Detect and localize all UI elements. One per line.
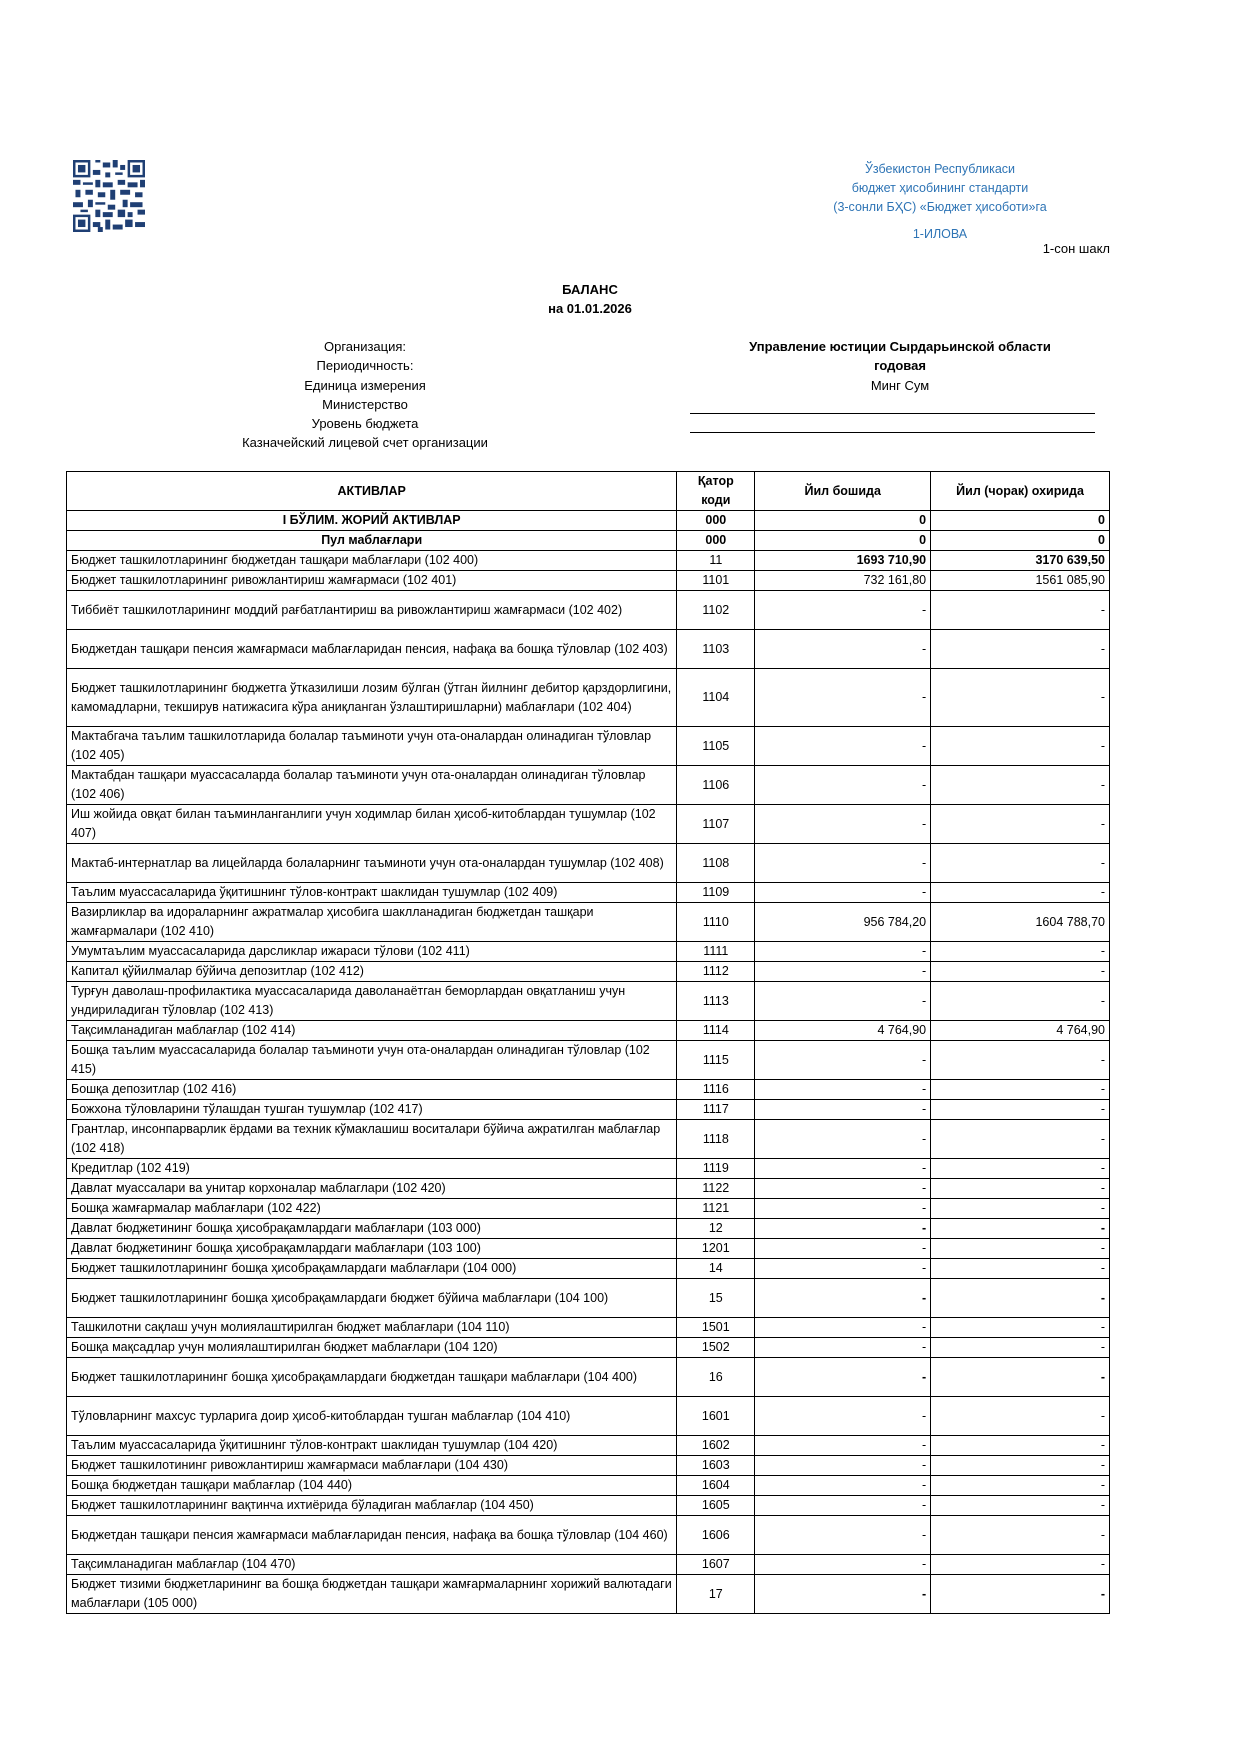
row-code: 14	[677, 1259, 755, 1279]
table-row	[67, 1496, 1110, 1516]
row-code: 1108	[677, 844, 755, 883]
row-code: 1602	[677, 1436, 755, 1456]
row-name: Таълим муассасаларида ўқитишнинг тўлов-контракт шаклидан тушумлар (102 409)	[67, 883, 677, 903]
row-code: 17	[677, 1575, 755, 1614]
row-code: 1104	[677, 669, 755, 727]
table-row	[67, 1080, 1110, 1100]
row-name: Бошқа мақсадлар учун молиялаштирилган бюджет маблағлари (104 120)	[67, 1338, 677, 1358]
row-year-end: 0	[931, 531, 1110, 551]
row-name: Турғун даволаш-профилактика муассасаларида даволанаётган беморлардан овқатланиш учун ундириладиган тўловлар (102 413)	[67, 982, 677, 1021]
row-code: 1106	[677, 766, 755, 805]
row-code: 1121	[677, 1199, 755, 1219]
row-year-start: -	[755, 630, 931, 669]
row-code: 11	[677, 551, 755, 571]
row-year-start: -	[755, 1456, 931, 1476]
row-year-end: -	[931, 1575, 1110, 1614]
row-name: Таълим муассасаларида ўқитишнинг тўлов-контракт шаклидан тушумлар (104 420)	[67, 1436, 677, 1456]
organization-value: Управление юстиции Сырдарьинской области	[749, 339, 1051, 354]
table-row	[67, 531, 1110, 551]
row-code: 1102	[677, 591, 755, 630]
table-row	[67, 1159, 1110, 1179]
row-year-start: -	[755, 1041, 931, 1080]
row-year-start: -	[755, 883, 931, 903]
row-year-end: 0	[931, 511, 1110, 531]
row-code: 000	[677, 531, 755, 551]
row-year-start: 4 764,90	[755, 1021, 931, 1041]
table-row	[67, 962, 1110, 982]
row-name: Давлат муассалари ва унитар корхоналар маблаглари (102 420)	[67, 1179, 677, 1199]
row-code: 1607	[677, 1555, 755, 1575]
row-year-start: -	[755, 962, 931, 982]
row-year-start: -	[755, 1397, 931, 1436]
row-year-end: -	[931, 1516, 1110, 1555]
row-name: Бошқа жамғармалар маблағлари (102 422)	[67, 1199, 677, 1219]
row-year-end: -	[931, 1239, 1110, 1259]
row-name: Мактабгача таълим ташкилотларида болалар таъминоти учун ота-оналардан олинадиган тўловлар (102 405)	[67, 727, 677, 766]
row-year-start: -	[755, 1476, 931, 1496]
table-row	[67, 942, 1110, 962]
label-periodicity: Периодичность:	[316, 358, 414, 374]
row-year-start: -	[755, 1358, 931, 1397]
row-name: Капитал қўйилмалар бўйича депозитлар (102 412)	[67, 962, 677, 982]
table-row	[67, 669, 1110, 727]
row-year-start: 1693 710,90	[755, 551, 931, 571]
row-name: Бюджет ташкилотларининг бошқа ҳисобрақамлардаги бюджет бўйича маблағлари (104 100)	[67, 1279, 677, 1318]
row-name: Бюджетдан ташқари пенсия жамғармаси маблағларидан пенсия, нафақа ва бошқа тўловлар (102 403)	[67, 630, 677, 669]
row-year-end: -	[931, 962, 1110, 982]
row-year-end: -	[931, 591, 1110, 630]
row-name: Кредитлар (102 419)	[67, 1159, 677, 1179]
row-name: Давлат бюджетининг бошқа ҳисобрақамлардаги маблағлари (103 000)	[67, 1219, 677, 1239]
row-name: Грантлар, инсонпарварлик ёрдами ва техник кўмаклашиш воситалари бўйича ажратилган маблағлар (102 418)	[67, 1120, 677, 1159]
row-year-start: -	[755, 1496, 931, 1516]
row-name: Умумтаълим муассасаларида дарсликлар ижараси тўлови (102 411)	[67, 942, 677, 962]
table-row	[67, 1120, 1110, 1159]
row-code: 1201	[677, 1239, 755, 1259]
row-year-start: -	[755, 1199, 931, 1219]
row-code: 1109	[677, 883, 755, 903]
table-row	[67, 727, 1110, 766]
row-year-start: -	[755, 1259, 931, 1279]
table-row	[67, 1179, 1110, 1199]
label-unit: Единица измерения	[304, 377, 426, 393]
row-name: Вазирликлар ва идораларнинг ажратмалар ҳисобига шаклланадиган бюджетдан ташқари жамғармалари (102 410)	[67, 903, 677, 942]
row-name: Бюджет ташкилотларининг бошқа ҳисобрақамлардаги маблағлари (104 000)	[67, 1259, 677, 1279]
table-row	[67, 551, 1110, 571]
table-row	[67, 1318, 1110, 1338]
table-row	[67, 883, 1110, 903]
row-code: 1117	[677, 1100, 755, 1120]
row-code: 1103	[677, 630, 755, 669]
table-row	[67, 1456, 1110, 1476]
row-year-end: -	[931, 1436, 1110, 1456]
row-year-start: -	[755, 1179, 931, 1199]
annex-label: 1-ИЛОВА	[912, 227, 968, 241]
row-year-start: -	[755, 766, 931, 805]
row-name: Мактаб-интернатлар ва лицейларда болаларнинг таъминоти учун ота-оналардан тушумлар (102 408)	[67, 844, 677, 883]
row-name: Бюджетдан ташқари пенсия жамғармаси маблағларидан пенсия, нафақа ва бошқа тўловлар (104 460)	[67, 1516, 677, 1555]
row-year-end: -	[931, 942, 1110, 962]
row-year-end: 1604 788,70	[931, 903, 1110, 942]
row-year-start: -	[755, 1575, 931, 1614]
label-ministry: Министерство	[322, 396, 408, 412]
row-year-end: -	[931, 1120, 1110, 1159]
row-year-end: -	[931, 1318, 1110, 1338]
row-year-end: -	[931, 1338, 1110, 1358]
row-year-start: -	[755, 669, 931, 727]
row-name: Божхона тўловларини тўлашдан тушган тушумлар (102 417)	[67, 1100, 677, 1120]
row-code: 1604	[677, 1476, 755, 1496]
row-name: Тақсимланадиган маблағлар (104 470)	[67, 1555, 677, 1575]
budget-level-value-line	[690, 414, 1095, 433]
standard-line: (3-сонли БҲС) «Бюджет ҳисоботи»га	[833, 200, 1047, 214]
row-name: Тўловларнинг махсус турларига доир ҳисоб-китоблардан тушган маблағлар (104 410)	[67, 1397, 677, 1436]
row-year-end: -	[931, 630, 1110, 669]
row-code: 1116	[677, 1080, 755, 1100]
periodicity-value: годовая	[874, 358, 926, 374]
row-year-end: -	[931, 1279, 1110, 1318]
row-code: 1101	[677, 571, 755, 591]
header-assets: АКТИВЛАР	[67, 472, 677, 511]
row-year-start: -	[755, 982, 931, 1021]
table-row	[67, 766, 1110, 805]
header-code: Қатор коди	[677, 472, 755, 511]
table-row	[67, 805, 1110, 844]
row-year-start: -	[755, 1279, 931, 1318]
label-budget-level: Уровень бюджета	[311, 416, 419, 432]
row-code: 1118	[677, 1120, 755, 1159]
row-code: 1107	[677, 805, 755, 844]
row-name: Бюджет ташкилотининг ривожлантириш жамғармаси маблағлари (104 430)	[67, 1456, 677, 1476]
row-name: Иш жойида овқат билан таъминланганлиги учун ходимлар билан ҳисоб-китоблардан тушумлар (102 407)	[67, 805, 677, 844]
row-year-end: -	[931, 1358, 1110, 1397]
row-name: Бюджет ташкилотларининг бошқа ҳисобрақамлардаги бюджетдан ташқари маблағлари (104 400)	[67, 1358, 677, 1397]
table-row	[67, 630, 1110, 669]
header-year-end: Йил (чорак) охирида	[931, 472, 1110, 511]
row-name: Тақсимланадиган маблағлар (102 414)	[67, 1021, 677, 1041]
row-code: 1105	[677, 727, 755, 766]
row-year-end: -	[931, 1476, 1110, 1496]
row-year-start: -	[755, 1338, 931, 1358]
table-row	[67, 1555, 1110, 1575]
row-code: 16	[677, 1358, 755, 1397]
balance-table	[66, 471, 1110, 1614]
row-year-start: -	[755, 805, 931, 844]
table-row	[67, 844, 1110, 883]
row-name: Бошқа депозитлар (102 416)	[67, 1080, 677, 1100]
table-row	[67, 1279, 1110, 1318]
row-year-end: -	[931, 669, 1110, 727]
row-year-start: -	[755, 1555, 931, 1575]
label-organization: Организация:	[323, 339, 407, 354]
row-name: Бюджет ташкилотларининг бюджетдан ташқари маблағлари (102 400)	[67, 551, 677, 571]
table-row	[67, 571, 1110, 591]
table-row	[67, 1358, 1110, 1397]
table-row	[67, 1397, 1110, 1436]
row-year-start: 732 161,80	[755, 571, 931, 591]
row-year-start: -	[755, 591, 931, 630]
row-year-end: -	[931, 1100, 1110, 1120]
row-name: Тиббиёт ташкилотларининг моддий рағбатлантириш ва ривожлантириш жамғармаси (102 402)	[67, 591, 677, 630]
row-year-end: -	[931, 1259, 1110, 1279]
table-row	[67, 903, 1110, 942]
row-name: Бошқа таълим муассасаларида болалар таъминоти учун ота-оналардан олинадиган тўловлар (102 415)	[67, 1041, 677, 1080]
table-row	[67, 1436, 1110, 1456]
row-year-end: -	[931, 1080, 1110, 1100]
header-year-start: Йил бошида	[755, 472, 931, 511]
row-year-start: -	[755, 1219, 931, 1239]
row-year-end: -	[931, 727, 1110, 766]
standard-reference	[790, 160, 1090, 244]
meta-values	[690, 337, 1110, 433]
row-code: 1603	[677, 1456, 755, 1476]
row-year-end: -	[931, 883, 1110, 903]
row-name: I БЎЛИМ. ЖОРИЙ АКТИВЛАР	[67, 511, 677, 531]
standard-line: бюджет ҳисобининг стандарти	[851, 181, 1029, 195]
row-year-start: -	[755, 1159, 931, 1179]
table-row	[67, 1338, 1110, 1358]
row-year-end: 4 764,90	[931, 1021, 1110, 1041]
balance-title: БАЛАНС	[562, 282, 618, 297]
row-year-end: 1561 085,90	[931, 571, 1110, 591]
row-year-end: -	[931, 766, 1110, 805]
table-row	[67, 1259, 1110, 1279]
row-year-start: -	[755, 1436, 931, 1456]
row-year-start: 0	[755, 531, 931, 551]
row-year-start: -	[755, 1239, 931, 1259]
row-code: 1501	[677, 1318, 755, 1338]
row-year-end: -	[931, 1456, 1110, 1476]
row-code: 1113	[677, 982, 755, 1021]
row-code: 1605	[677, 1496, 755, 1516]
table-row	[67, 591, 1110, 630]
row-year-start: 0	[755, 511, 931, 531]
document-title	[0, 280, 1180, 318]
row-year-end: -	[931, 1496, 1110, 1516]
row-year-end: -	[931, 1199, 1110, 1219]
ministry-value-line	[690, 395, 1095, 414]
table-row	[67, 1021, 1110, 1041]
table-row	[67, 1516, 1110, 1555]
row-year-start: -	[755, 727, 931, 766]
row-name: Бюджет ташкилотларининг ривожлантириш жамғармаси (102 401)	[67, 571, 677, 591]
row-name: Пул маблағлари	[67, 531, 677, 551]
row-year-start: -	[755, 1318, 931, 1338]
row-name: Бюджет тизими бюджетларининг ва бошқа бюджетдан ташқари жамғармаларнинг хорижий валютадаги маблағлари (105 000)	[67, 1575, 677, 1614]
table-row	[67, 1575, 1110, 1614]
table-row	[67, 1219, 1110, 1239]
row-year-start: 956 784,20	[755, 903, 931, 942]
table-row	[67, 1239, 1110, 1259]
unit-value: Минг Сум	[870, 377, 930, 393]
row-code: 15	[677, 1279, 755, 1318]
row-year-end: -	[931, 1397, 1110, 1436]
row-year-start: -	[755, 1516, 931, 1555]
table-row	[67, 1199, 1110, 1219]
row-name: Ташкилотни сақлаш учун молиялаштирилган бюджет маблағлари (104 110)	[67, 1318, 677, 1338]
row-code: 1111	[677, 942, 755, 962]
form-number: 1-сон шакл	[1042, 241, 1110, 256]
standard-line: Ўзбекистон Республикаси	[864, 162, 1016, 176]
table-row	[67, 511, 1110, 531]
row-name: Бюджет ташкилотларининг вақтинча ихтиёрида бўладиган маблағлар (104 450)	[67, 1496, 677, 1516]
row-year-start: -	[755, 1120, 931, 1159]
meta-labels	[200, 337, 530, 453]
row-year-start: -	[755, 1100, 931, 1120]
table-row	[67, 982, 1110, 1021]
row-year-end: -	[931, 1041, 1110, 1080]
row-code: 12	[677, 1219, 755, 1239]
row-code: 1112	[677, 962, 755, 982]
row-year-end: -	[931, 805, 1110, 844]
row-year-start: -	[755, 942, 931, 962]
row-year-end: -	[931, 1159, 1110, 1179]
table-row	[67, 1041, 1110, 1080]
row-code: 1606	[677, 1516, 755, 1555]
qr-code-icon	[73, 160, 145, 232]
row-code: 1601	[677, 1397, 755, 1436]
row-year-start: -	[755, 1080, 931, 1100]
table-header-row	[67, 472, 1110, 511]
row-name: Мактабдан ташқари муассасаларда болалар таъминоти учун ота-оналардан олинадиган тўловлар (102 406)	[67, 766, 677, 805]
row-code: 1114	[677, 1021, 755, 1041]
row-code: 1502	[677, 1338, 755, 1358]
row-year-end: 3170 639,50	[931, 551, 1110, 571]
row-year-end: -	[931, 982, 1110, 1021]
row-year-end: -	[931, 1179, 1110, 1199]
row-name: Бюджет ташкилотларининг бюджетга ўтказилиши лозим бўлган (ўтган йилнинг дебитор қарздорлигини, камомадларни, текширув натижасига кўра аниқланган ўзлаштиришларни) маблағлари (102 404)	[67, 669, 677, 727]
row-code: 000	[677, 511, 755, 531]
row-name: Давлат бюджетининг бошқа ҳисобрақамлардаги маблағлари (103 100)	[67, 1239, 677, 1259]
row-year-end: -	[931, 1219, 1110, 1239]
row-name: Бошқа бюджетдан ташқари маблағлар (104 440)	[67, 1476, 677, 1496]
table-row	[67, 1476, 1110, 1496]
row-code: 1119	[677, 1159, 755, 1179]
row-code: 1122	[677, 1179, 755, 1199]
row-code: 1110	[677, 903, 755, 942]
label-treasury-account: Казначейский лицевой счет организации	[242, 435, 488, 451]
row-year-end: -	[931, 844, 1110, 883]
row-year-end: -	[931, 1555, 1110, 1575]
balance-date: на 01.01.2026	[548, 301, 632, 316]
table-row	[67, 1100, 1110, 1120]
row-year-start: -	[755, 844, 931, 883]
row-code: 1115	[677, 1041, 755, 1080]
